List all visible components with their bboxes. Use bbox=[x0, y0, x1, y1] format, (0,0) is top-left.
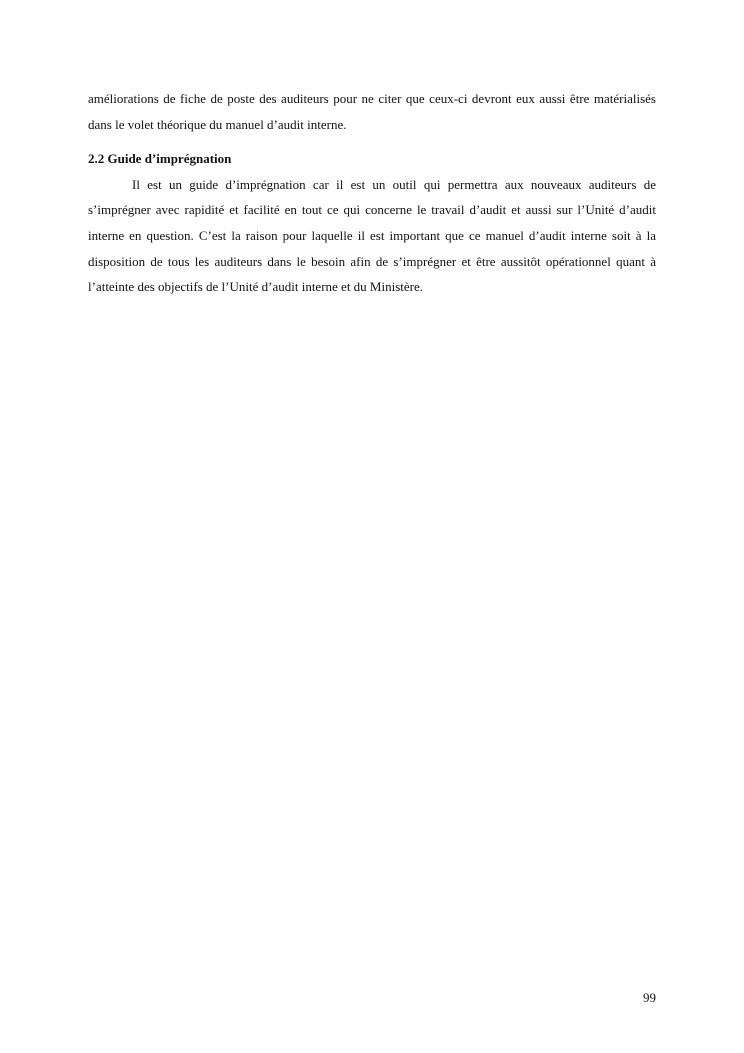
page-number: 99 bbox=[643, 990, 656, 1005]
intro-paragraph: améliorations de fiche de poste des auditeurs pour ne citer que ceux-ci devront eux aussi être matérialisés dans le volet théorique du manuel d’audit interne. bbox=[88, 91, 656, 132]
section-heading: 2.2 Guide d’imprégnation bbox=[88, 151, 232, 167]
section-body-paragraph: Il est un guide d’imprégnation car il est un outil qui permettra aux nouveaux auditeurs de s’imprégner avec rapidité et facilité en tout ce qui concerne le travail d’audit et aussi sur l’Unité d’audit interne en question. C’est la raison pour laquelle il est important que ce manuel d’audit interne soit à la disposition de tous les auditeurs dans le besoin afin de s’imprégner et être aussitôt opérationnel quant à l’atteinte des objectifs de l’Unité d’audit interne et du Ministère. bbox=[88, 176, 656, 295]
page-content bbox=[88, 86, 656, 300]
